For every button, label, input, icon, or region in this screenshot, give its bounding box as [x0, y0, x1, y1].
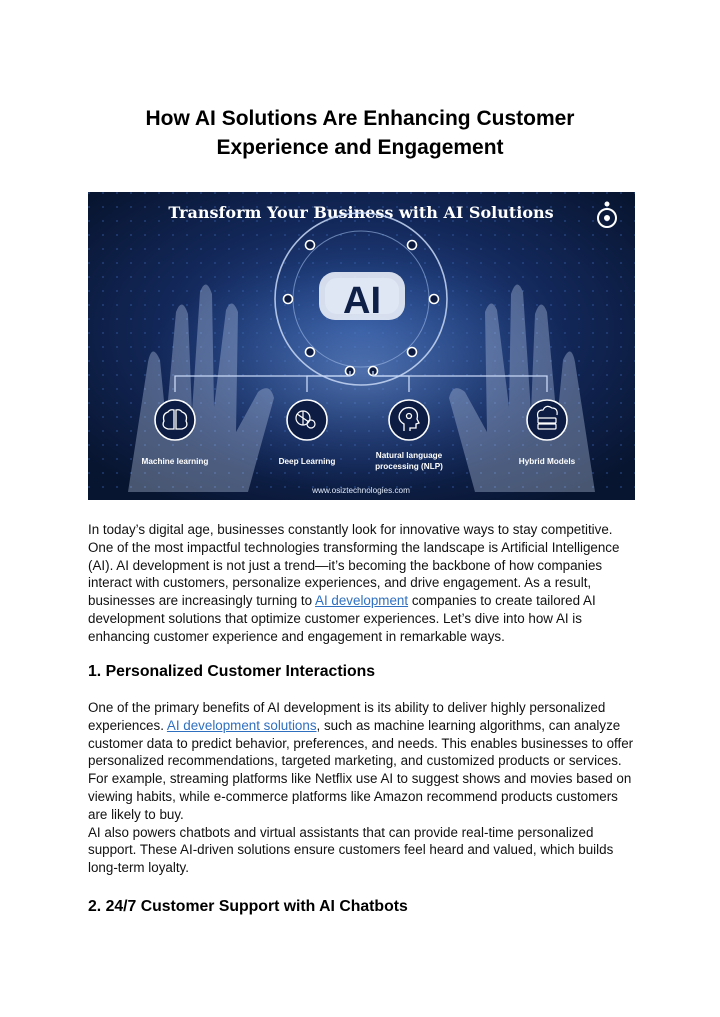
feature-label: Hybrid Models: [518, 457, 576, 466]
feature-label: Machine learning: [141, 457, 209, 466]
hero-image: [88, 192, 635, 500]
text-line: One of the most impactful technologies transforming the landscape is Artificial Intelligence: [88, 539, 620, 555]
ai-development-solutions-link[interactable]: AI development solutions: [166, 717, 317, 733]
text-line: are likely to buy.: [88, 806, 184, 822]
text-line: [88, 592, 648, 610]
text-line: For example, streaming platforms like Netflix use AI to suggest shows and movies based on: [88, 771, 632, 787]
text-line: In today’s digital age, businesses constantly look for innovative ways to stay competitive.: [88, 522, 613, 537]
text-segment: , such as machine learning algorithms, can analyze: [316, 717, 621, 733]
text-line: personalized recommendations, targeted marketing, and customized products or services.: [88, 753, 622, 769]
text-segment: experiences.: [88, 717, 167, 733]
hero-website: www.osiztechnologies.com: [312, 486, 410, 495]
text-line: [88, 717, 648, 735]
document-title: [88, 104, 632, 162]
text-line: support. These AI-driven solutions ensure customers feel heard and valued, which builds: [88, 842, 614, 858]
personalized-paragraph: [88, 699, 648, 877]
text-line: development solutions that optimize customer experiences. Let’s dive into how AI is: [88, 610, 582, 626]
hero-headline: Transform Your Business with AI Solutions: [168, 203, 554, 222]
text-line: AI also powers chatbots and virtual assistants that can provide real-time personalized: [88, 824, 594, 840]
ai-badge: AI: [343, 280, 381, 322]
feature-label-line-2: processing (NLP): [375, 462, 443, 471]
title-line-2: Experience and Engagement: [216, 136, 504, 159]
text-line: long-term loyalty.: [88, 860, 189, 876]
text-segment: businesses are increasingly turning to: [88, 593, 316, 609]
text-line: interact with customers, personalize experiences, and drive engagement. As a result,: [88, 575, 592, 591]
text-line: viewing habits, while e-commerce platforms like Amazon recommend products customers: [88, 788, 618, 804]
section-heading-chatbots: 2. 24/7 Customer Support with AI Chatbots: [88, 898, 408, 915]
ai-development-link[interactable]: AI development: [315, 593, 409, 609]
title-line-1: How AI Solutions Are Enhancing Customer: [145, 107, 575, 130]
intro-paragraph: [88, 521, 648, 646]
text-line: enhancing customer experience and engagement in remarkable ways.: [88, 628, 505, 644]
feature-label: Deep Learning: [278, 457, 336, 466]
section-heading-personalized: 1. Personalized Customer Interactions: [88, 663, 376, 680]
text-line: One of the primary benefits of AI development is its ability to deliver highly personalized: [88, 700, 606, 715]
text-segment: companies to create tailored AI: [408, 593, 596, 609]
text-line: customer data to predict behavior, preferences, and needs. This enables businesses to offer: [88, 735, 634, 751]
feature-label-line-1: Natural language: [375, 451, 443, 460]
text-line: (AI). AI development is not just a trend—it’s becoming the backbone of how companies: [88, 557, 603, 573]
